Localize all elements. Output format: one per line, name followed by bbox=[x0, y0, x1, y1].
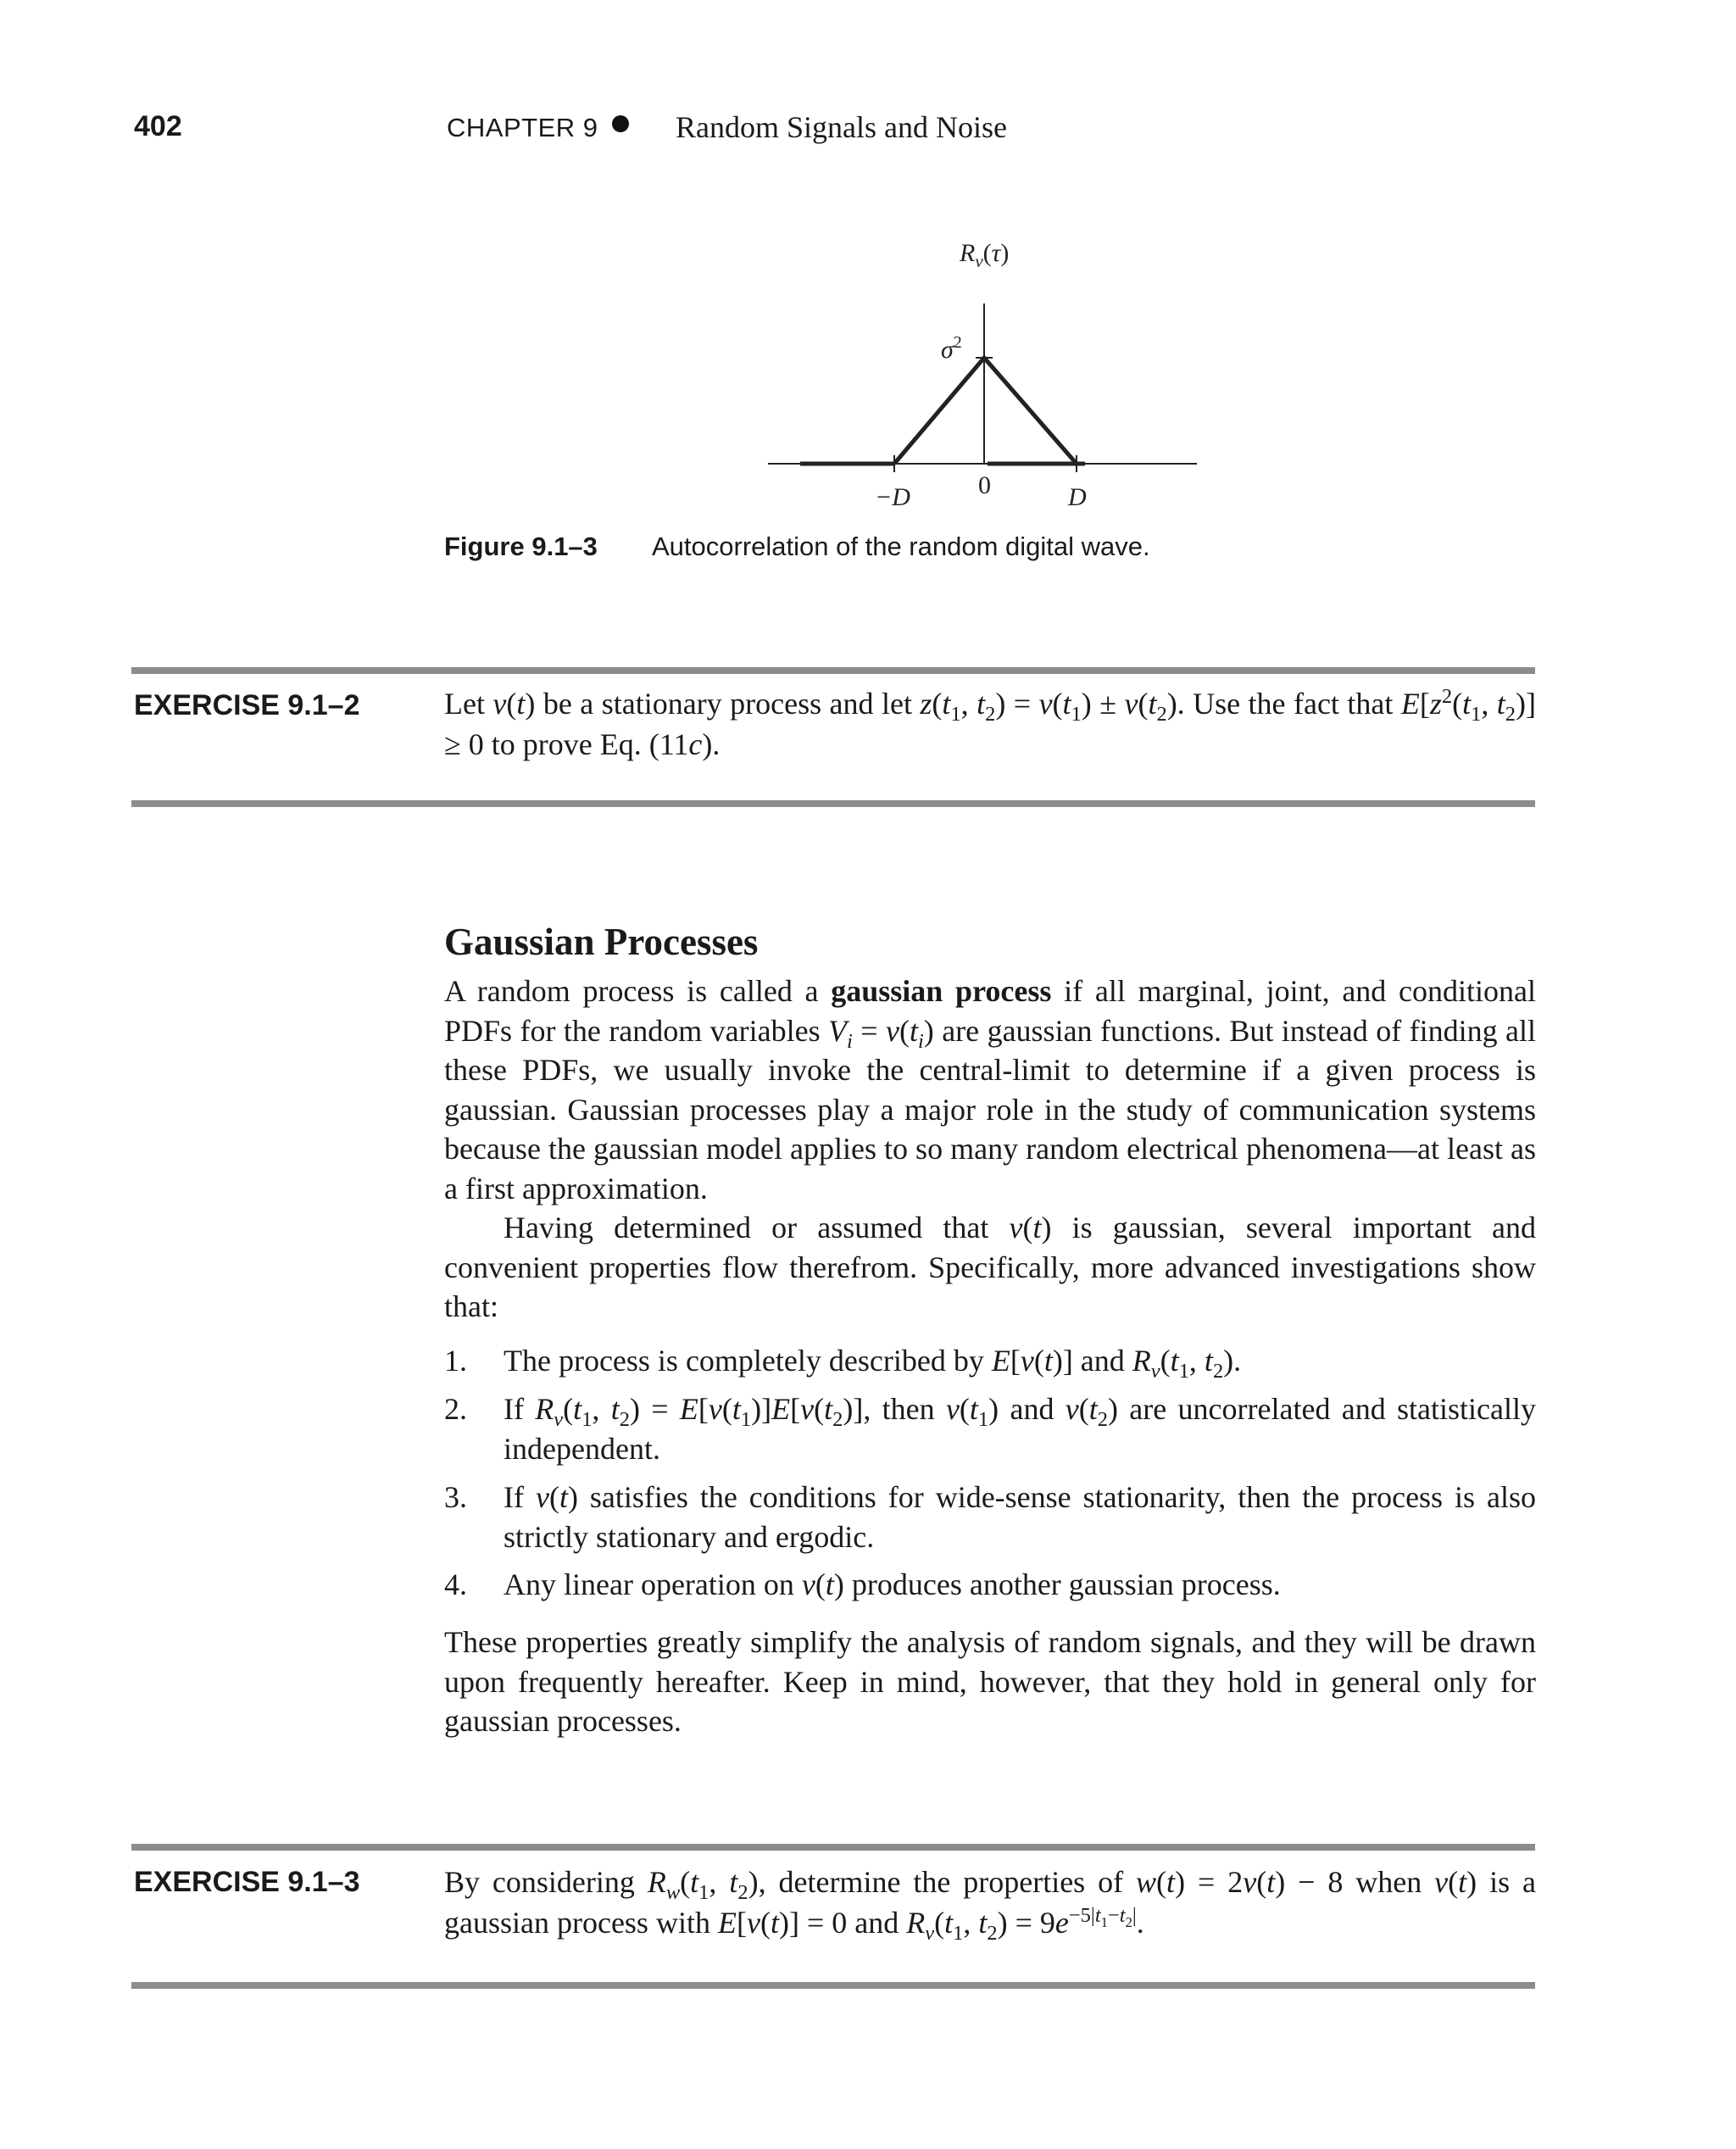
neg-tick-label: −D bbox=[875, 483, 910, 511]
peak-label: $\sigma^2$ bbox=[941, 333, 962, 364]
list-text: The process is completely described by E[v(t)] and $R_v(t_1$, $t_2$). bbox=[504, 1344, 1242, 1383]
chapter-title: Random Signals and Noise bbox=[676, 110, 1007, 144]
list-number: 2. bbox=[444, 1392, 467, 1426]
page-number: 402 bbox=[134, 110, 182, 142]
exercise-bottom-rule bbox=[131, 800, 1535, 807]
section-heading: Gaussian Processes bbox=[444, 921, 759, 963]
chapter-label: CHAPTER 9 bbox=[447, 113, 598, 142]
exercise-bottom-rule bbox=[131, 1982, 1535, 1989]
exercise-label: EXERCISE 9.1–3 bbox=[134, 1866, 360, 1898]
y-axis-label: $R_v(\tau)$ bbox=[960, 239, 1010, 271]
paragraph: A random process is called a gaussian process if all marginal, joint, and conditional PDFs for the random variables $V_i = v(t_i)$ are gaussian functions. But instead of finding all these PDFs, we usually invoke the central-limit to determine if a given process is gaussian. Gaussian processes play a major role in the study of communication systems because the gaussian model applies to so many random electrical phenomena—at least as a first approximation. bbox=[444, 974, 1536, 1205]
figure-caption-label: Figure 9.1–3 bbox=[444, 532, 598, 561]
paragraph: These properties greatly simplify the analysis of random signals, and they will be drawn upon frequently hereafter. Keep in mind, however, that they hold in general only for gaussian processes. bbox=[444, 1625, 1536, 1738]
list-text: If $R_v(t_1$, $t_2) = E[v(t_1)]E[v(t_2)]$, then $v(t_1)$ and $v(t_2)$ are uncorrelated and statistically independent. bbox=[504, 1392, 1537, 1466]
figure-caption-text: Autocorrelation of the random digital wave. bbox=[652, 532, 1150, 561]
exercise-label: EXERCISE 9.1–2 bbox=[134, 689, 360, 721]
list-number: 1. bbox=[444, 1344, 467, 1378]
exercise-text: By considering $R_w(t_1$, $t_2$), determine the properties of w(t) = 2v(t) − 8 when v(t) is a gaussian process with E[v(t)] = 0 and $R_v(t_1$, $t_2) = 9e^{-5|t_1-t_2|}$. bbox=[444, 1865, 1536, 1946]
exercise-top-rule bbox=[131, 1844, 1535, 1851]
origin-label: 0 bbox=[978, 471, 991, 499]
triangle-curve bbox=[894, 358, 1077, 464]
autocorrelation-figure bbox=[763, 229, 1204, 517]
chapter-bullet bbox=[612, 115, 629, 132]
paragraph: Having determined or assumed that v(t) is gaussian, several important and convenient properties flow therefrom. Specifically, more advanced investigations show that: bbox=[444, 1211, 1536, 1323]
pos-tick-label: D bbox=[1068, 483, 1087, 511]
exercise-text: Let v(t) be a stationary process and let $z(t_1$, $t_2) = v(t_1) \pm v(t_2)$. Use the fact that $E[z^2(t_1$, $t_2)] \ge 0$ to prove Eq. (11c). bbox=[444, 685, 1537, 761]
exercise-top-rule bbox=[131, 667, 1535, 674]
list-number: 3. bbox=[444, 1480, 467, 1514]
list-text: Any linear operation on v(t) produces another gaussian process. bbox=[504, 1567, 1281, 1601]
list-number: 4. bbox=[444, 1567, 467, 1601]
list-text: If v(t) satisfies the conditions for wide-sense stationarity, then the process is also strictly stationary and ergodic. bbox=[504, 1480, 1536, 1554]
